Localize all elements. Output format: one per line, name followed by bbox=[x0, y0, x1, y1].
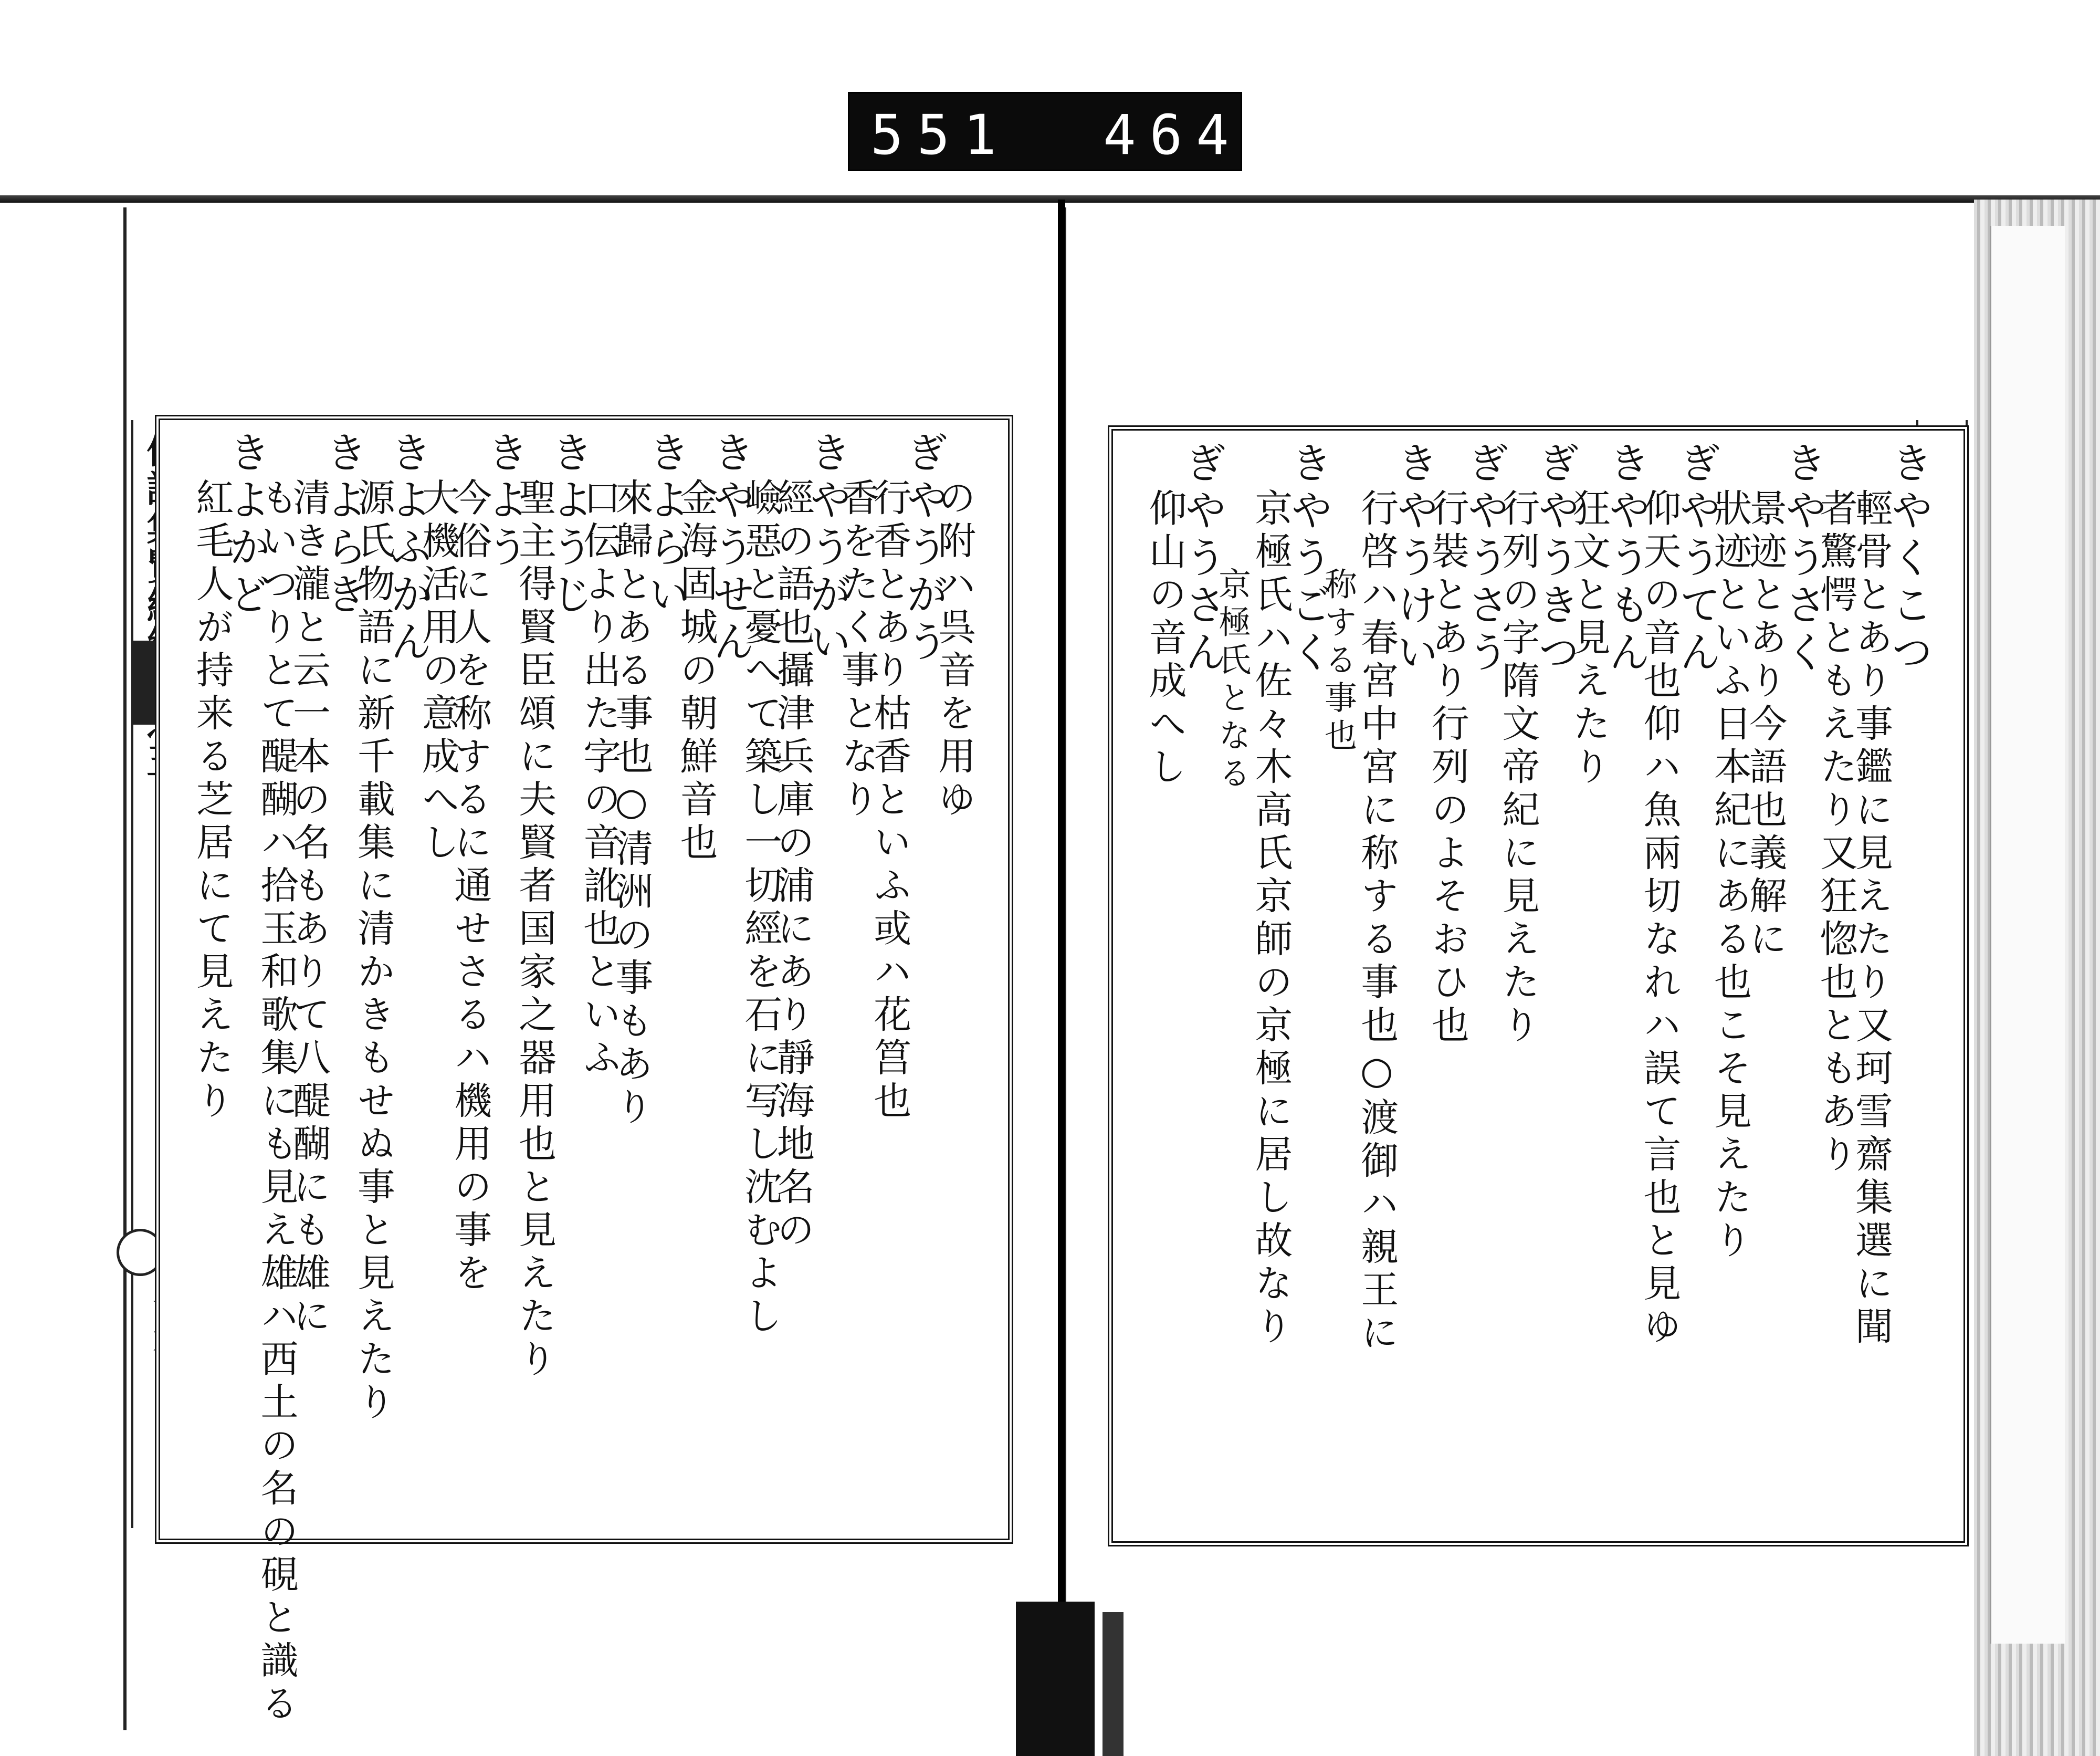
entry-gloss: 行啓ハ春宮中宮に称する事也○渡御ハ親王に bbox=[1354, 488, 1399, 1356]
entry-gloss: 行列の字隋文帝紀に見えたり bbox=[1496, 488, 1540, 1048]
entry-gloss: 行香とあり枯香といふ或ハ花筥也 bbox=[867, 478, 912, 1124]
page-edge-leaf bbox=[1990, 226, 2065, 1644]
entry-gloss: 經の語也攝津兵庫の浦にあり靜海地名の bbox=[770, 478, 815, 1253]
entry-gloss: 金海固城の朝鮮音也 bbox=[674, 478, 718, 865]
entry-headword: きやうがい bbox=[802, 431, 852, 667]
entry-headword: きやくこつ bbox=[1884, 441, 1933, 677]
entry-gloss: 香をたく事となり bbox=[835, 478, 879, 822]
entry-headword: きよらい bbox=[641, 431, 690, 620]
entry-headword: ぎやうきつ bbox=[1531, 441, 1580, 677]
entry-gloss: 狀迹といふ日本紀にある也こそ見えたり bbox=[1707, 488, 1752, 1263]
entry-gloss: 輕骨とあり事鑑に見えたり又珂雪齋集選に聞 bbox=[1849, 488, 1894, 1350]
gutter-shadow bbox=[1016, 1602, 1095, 1756]
call-number: 551 464. bbox=[870, 103, 1289, 167]
entry-headword: きよう bbox=[480, 431, 529, 572]
entry-gloss: 狂文と見えたり bbox=[1566, 488, 1611, 790]
entry-headword: きやうけい bbox=[1389, 441, 1438, 677]
left-text-frame bbox=[155, 415, 1013, 1727]
entry-headword: ぎやうさう bbox=[1460, 441, 1509, 677]
entry-gloss: 仰山の音成へし bbox=[1142, 488, 1187, 790]
entry-gloss: 清き瀧と云一本の名もありて八醍醐にも雄に bbox=[286, 478, 331, 1339]
entry-gloss: 京極氏ハ佐々木高氏京師の京極に居し故なり bbox=[1248, 488, 1293, 1350]
entry-subnote: 京極氏となる bbox=[1213, 567, 1252, 794]
entry-gloss: 源氏物語に新千載集に清かきもせぬ事と見えたり bbox=[351, 478, 395, 1425]
entry-gloss: もいつりとて醍醐ハ拾玉和歌集にも見え雄ハ西土の名の硯と識る bbox=[254, 478, 299, 1727]
entry-gloss: の附ハ呉音を用ゆ bbox=[932, 478, 976, 822]
entry-headword: きやうごく bbox=[1284, 441, 1333, 677]
call-number-tag bbox=[848, 92, 1289, 171]
book-gutter bbox=[1058, 200, 1065, 1756]
entry-gloss: 今俗に人を称するに通せさるハ機用の事を bbox=[448, 478, 492, 1296]
entry-headword: きよふかん bbox=[383, 431, 432, 667]
entry-headword: きよらき bbox=[318, 431, 368, 620]
entry-headword: きやうもん bbox=[1601, 441, 1651, 677]
entry-headword: ぎやうがう bbox=[899, 431, 949, 667]
top-rule bbox=[0, 195, 2100, 203]
entry-gloss: 者驚愕ともえたり又狂惚也ともあり bbox=[1813, 488, 1858, 1177]
entry-headword: ぎやうさん bbox=[1178, 441, 1227, 677]
entry-gloss: 嶮惡と憂へて築し一切經を石に写し沈むよし bbox=[738, 478, 783, 1339]
entry-gloss: 聖主得賢臣頌に夫賢者国家之器用也と見えたり bbox=[512, 478, 557, 1382]
gutter-shadow-2 bbox=[1102, 1612, 1124, 1756]
entry-gloss: 來歸とある事也○清洲の事もあり bbox=[609, 478, 654, 1130]
entry-gloss: 行裝とあり行列のよそおひ也 bbox=[1425, 488, 1469, 1048]
entry-headword: きよかど bbox=[222, 431, 271, 620]
right-text-frame bbox=[1108, 425, 1969, 1546]
entry-gloss: 大機活用の意成へし bbox=[415, 478, 460, 865]
entry-subnote: 称する事也 bbox=[1319, 567, 1358, 756]
entry-headword: ぎやうてん bbox=[1672, 441, 1721, 677]
entry-headword: きやうせん bbox=[706, 431, 755, 667]
entry-gloss: 景迹とあり今語也義解に bbox=[1743, 488, 1788, 962]
entry-headword: きようじ bbox=[544, 431, 594, 620]
entry-gloss: 口伝より出た字の音訛也といふ bbox=[577, 478, 622, 1081]
entry-gloss: 紅毛人が持来る芝居にて見えたり bbox=[190, 478, 234, 1124]
entry-headword: きやうさく bbox=[1778, 441, 1827, 677]
entry-gloss: 仰天の音也仰ハ魚兩切なれハ誤て言也と見ゆ bbox=[1637, 488, 1682, 1350]
